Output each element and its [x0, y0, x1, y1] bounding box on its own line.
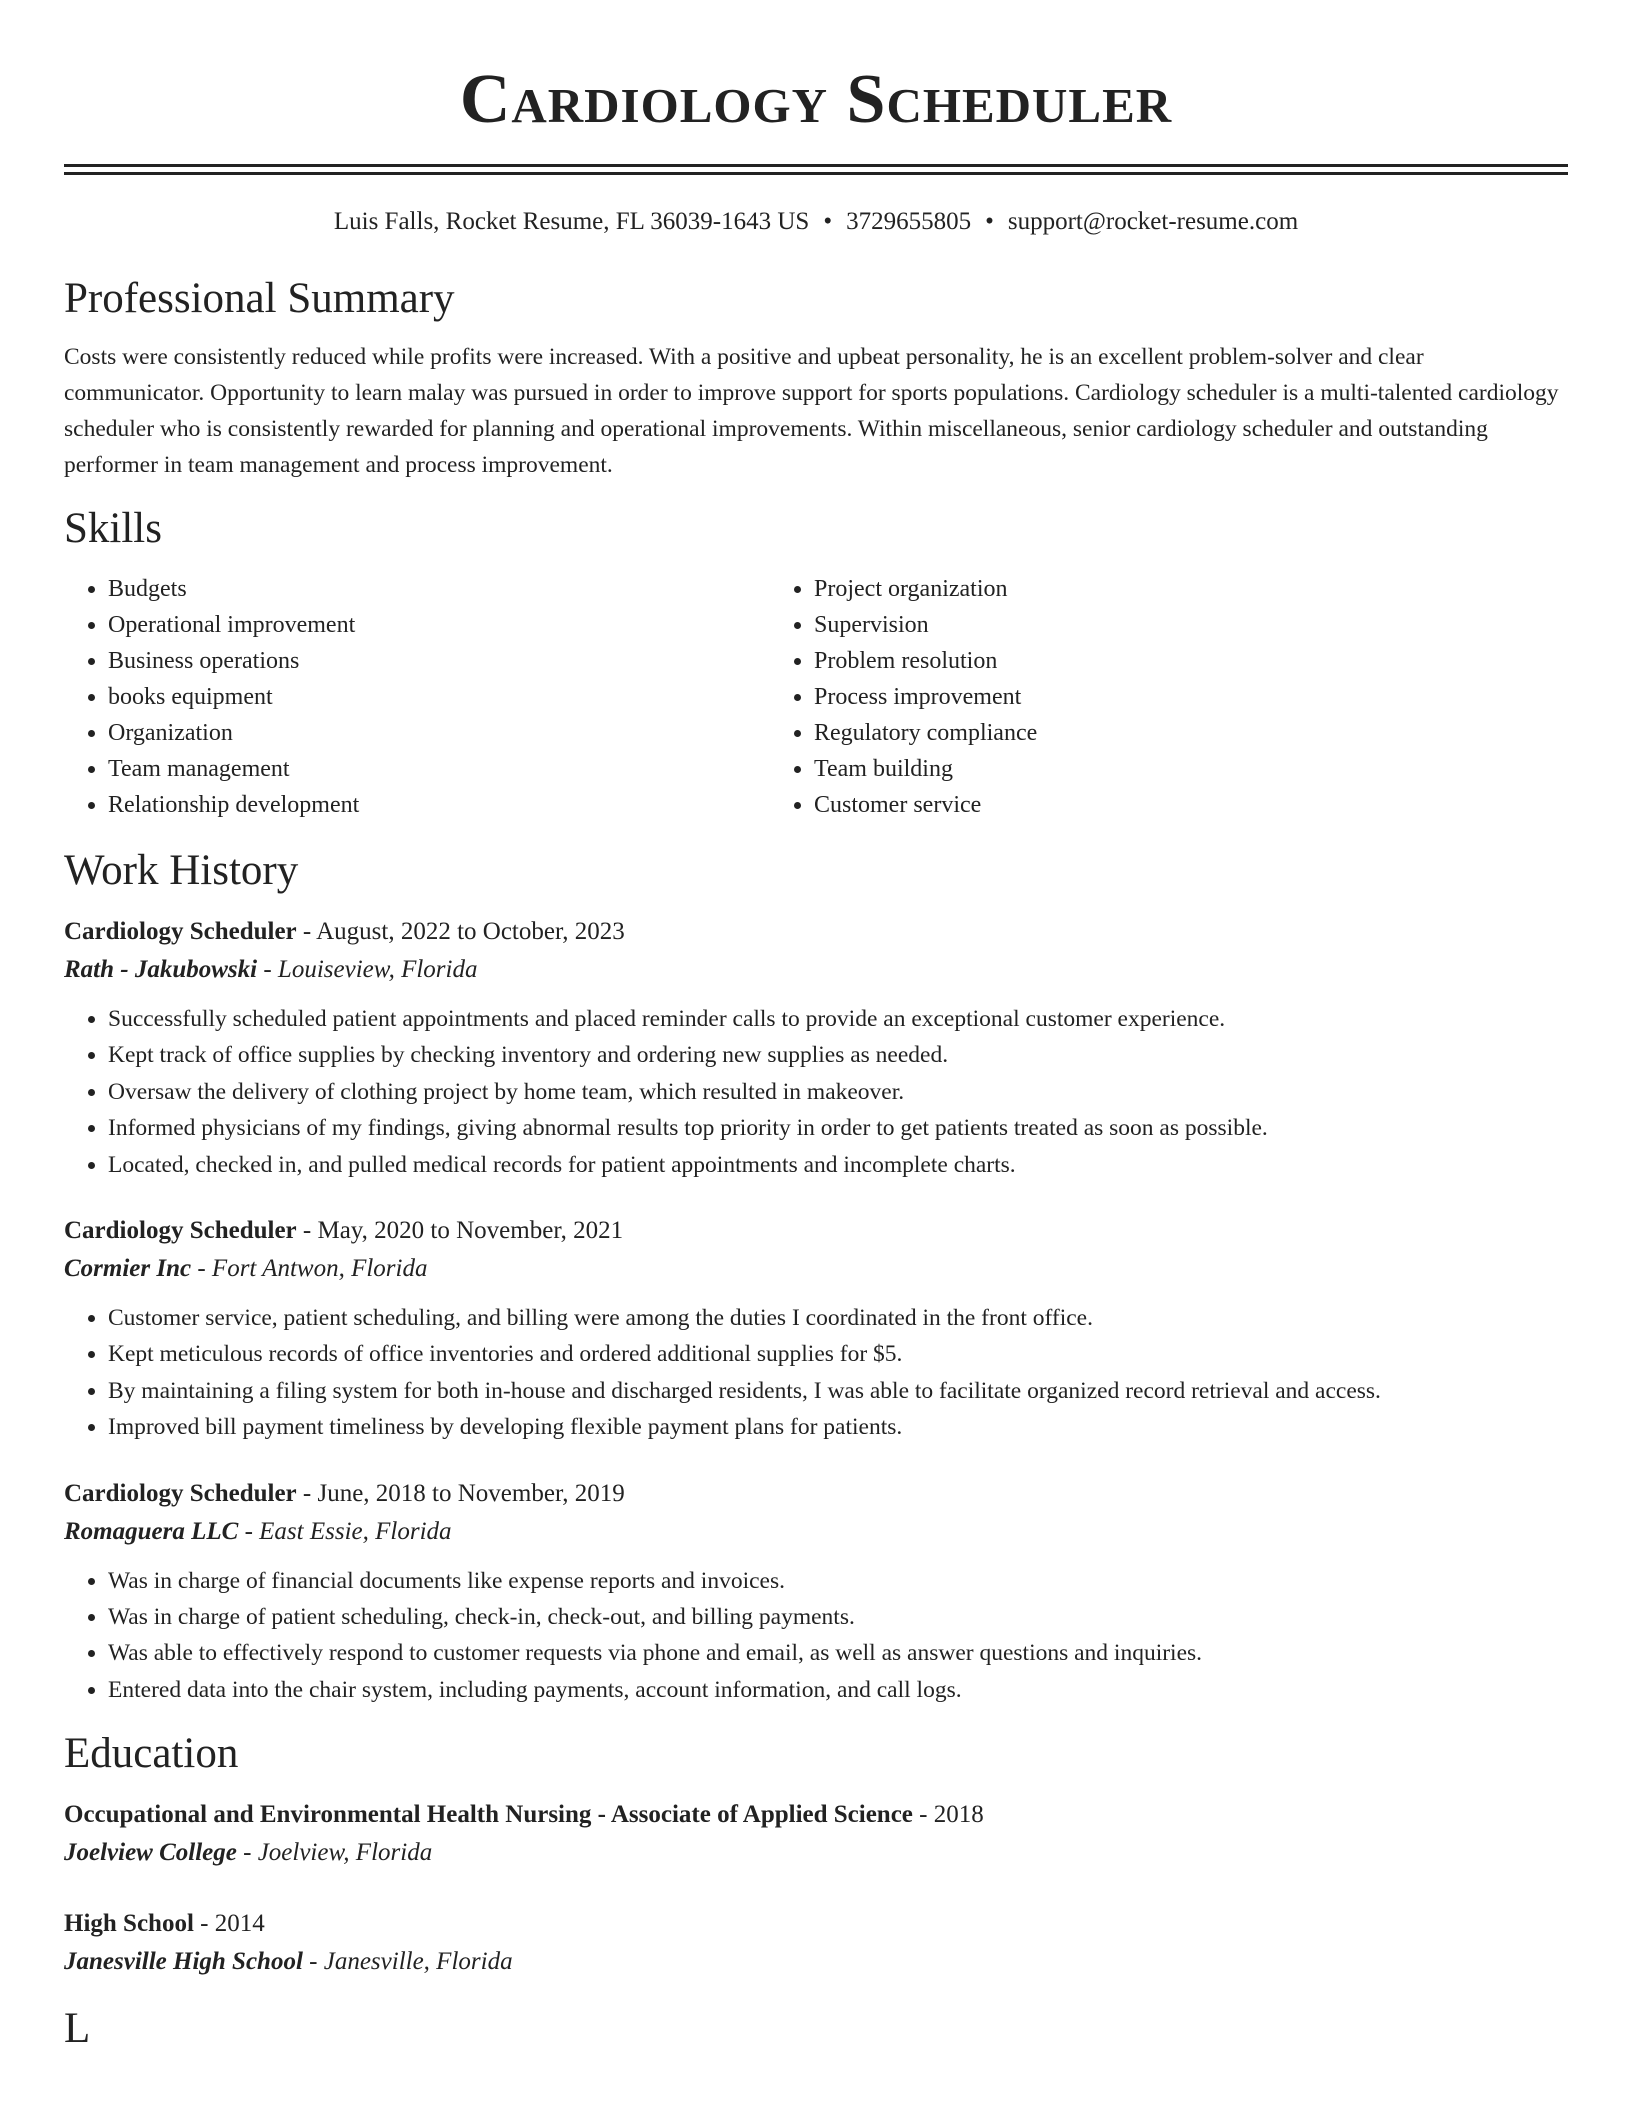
job-heading	[64, 1212, 1568, 1250]
skill-item: • books equipment	[108, 679, 762, 715]
education-school-line	[64, 1834, 1568, 1872]
job-duty: • Was in charge of patient scheduling, check-in, check-out, and billing payments.	[108, 1599, 1568, 1635]
work-history-heading: Work History	[64, 847, 299, 894]
job-duty: • Located, checked in, and pulled medical records for patient appointments and incomplete charts.	[108, 1147, 1568, 1183]
job-duty: • Kept meticulous records of office inventories and ordered additional supplies for $5.	[108, 1336, 1568, 1372]
skill-item: • Customer service	[814, 787, 1460, 823]
job-location: - East Essie, Florida	[238, 1517, 452, 1545]
skills-list	[64, 571, 1568, 823]
resume-title: Cardiology Scheduler	[459, 61, 1173, 138]
cut-off-section-heading: L	[64, 2005, 91, 2053]
job-title: Cardiology Scheduler	[64, 1479, 297, 1507]
job-heading	[64, 1475, 1568, 1513]
job-entry	[64, 1212, 1568, 1446]
skill-item: • Business operations	[108, 643, 762, 679]
job-duty: • Was in charge of financial documents like expense reports and invoices.	[108, 1563, 1568, 1599]
education-school-line	[64, 1943, 1568, 1981]
job-company: Romaguera LLC	[64, 1517, 239, 1545]
education-heading: Education	[64, 1730, 239, 1778]
job-company: Rath - Jakubowski	[64, 956, 258, 983]
job-entry	[64, 913, 1568, 1183]
skills-heading: Skills	[64, 505, 162, 552]
contact-separator: •	[823, 208, 833, 235]
job-heading	[64, 913, 1568, 951]
contact-phone: 3729655805	[846, 208, 972, 235]
education-location: - Janesville, Florida	[302, 1948, 513, 1976]
skills-column-left	[64, 571, 762, 823]
title-rule-bottom	[64, 172, 1568, 175]
job-duty: • Kept track of office supplies by checking inventory and ordering new supplies as needed.	[108, 1037, 1568, 1073]
summary-heading: Professional Summary	[64, 275, 455, 322]
skill-item: • Team management	[108, 751, 762, 787]
job-duty: • Customer service, patient scheduling, and billing were among the duties I coordinated in the front office.	[108, 1300, 1568, 1336]
job-company: Cormier Inc	[64, 1255, 192, 1283]
job-dates: - May, 2020 to November, 2021	[296, 1217, 624, 1245]
job-employer	[64, 951, 1568, 989]
contact-email: support@rocket-resume.com	[1007, 208, 1299, 235]
job-entry	[64, 1475, 1568, 1709]
job-duty: • Was able to effectively respond to customer requests via phone and email, as well as answer questions and inquiries.	[108, 1635, 1568, 1671]
job-employer	[64, 1513, 1568, 1551]
contact-line	[64, 205, 1568, 239]
skill-item: • Process improvement	[814, 679, 1460, 715]
job-title: Cardiology Scheduler	[64, 1217, 297, 1245]
skill-item: • Team building	[814, 751, 1460, 787]
job-location: - Louiseview, Florida	[257, 956, 478, 983]
education-school: Janesville High School	[64, 1948, 303, 1976]
contact-separator: •	[985, 208, 994, 235]
education-school: Joelview College	[64, 1839, 237, 1867]
skill-item: • Budgets	[108, 571, 762, 607]
job-duty: • Oversaw the delivery of clothing project by home team, which resulted in makeover.	[108, 1074, 1568, 1110]
contact-address: Luis Falls, Rocket Resume, FL 36039-1643 US	[333, 208, 810, 235]
education-degree-line	[64, 1796, 1568, 1834]
summary-text: Costs were consistently reduced while profits were increased. With a positive and upbeat personality, he is an excellent problem-solver and clear communicator. Opportunity to learn malay was pursued in order to improve support for sports populations. Cardiology scheduler is a multi-talented cardiology scheduler who is consistently rewarded for planning and operational improvements. Within miscellaneous, senior cardiology scheduler and outstanding performer in team management and process improvement.	[64, 344, 1559, 478]
job-duties	[64, 1001, 1568, 1183]
job-dates: - August, 2022 to October, 2023	[296, 918, 625, 945]
education-year: - 2018	[912, 1801, 984, 1829]
skills-column-right	[762, 571, 1460, 823]
job-title: Cardiology Scheduler	[64, 918, 297, 945]
education-degree: Occupational and Environmental Health Nursing - Associate of Applied Science	[64, 1801, 913, 1829]
job-duty: • By maintaining a filing system for both in-house and discharged residents, I was able to facilitate organized record retrieval and access.	[108, 1373, 1568, 1409]
job-duties	[64, 1563, 1568, 1709]
education-degree-line	[64, 1905, 1568, 1943]
job-duty: • Entered data into the chair system, including payments, account information, and call logs.	[108, 1672, 1568, 1708]
skill-item: • Operational improvement	[108, 607, 762, 643]
job-employer	[64, 1250, 1568, 1288]
skill-item: • Regulatory compliance	[814, 715, 1460, 751]
resume-page	[64, 0, 1568, 2055]
education-location: - Joelview, Florida	[236, 1839, 433, 1867]
skill-item: • Problem resolution	[814, 643, 1460, 679]
education-degree: High School	[64, 1910, 194, 1938]
job-location: - Fort Antwon, Florida	[191, 1255, 428, 1283]
skill-item: • Organization	[108, 715, 762, 751]
education-year: - 2014	[193, 1910, 265, 1938]
job-duties	[64, 1300, 1568, 1446]
education-entry	[64, 1796, 1568, 1872]
job-dates: - June, 2018 to November, 2019	[296, 1479, 625, 1507]
skill-item: • Supervision	[814, 607, 1460, 643]
skill-item: • Relationship development	[108, 787, 762, 823]
job-duty: • Informed physicians of my findings, giving abnormal results top priority in order to get patients treated as soon as possible.	[108, 1110, 1568, 1146]
job-duty: • Improved bill payment timeliness by developing flexible payment plans for patients.	[108, 1409, 1568, 1445]
education-entry	[64, 1905, 1568, 1981]
skill-item: • Project organization	[814, 571, 1460, 607]
job-duty: • Successfully scheduled patient appointments and placed reminder calls to provide an exceptional customer experience.	[108, 1001, 1568, 1037]
